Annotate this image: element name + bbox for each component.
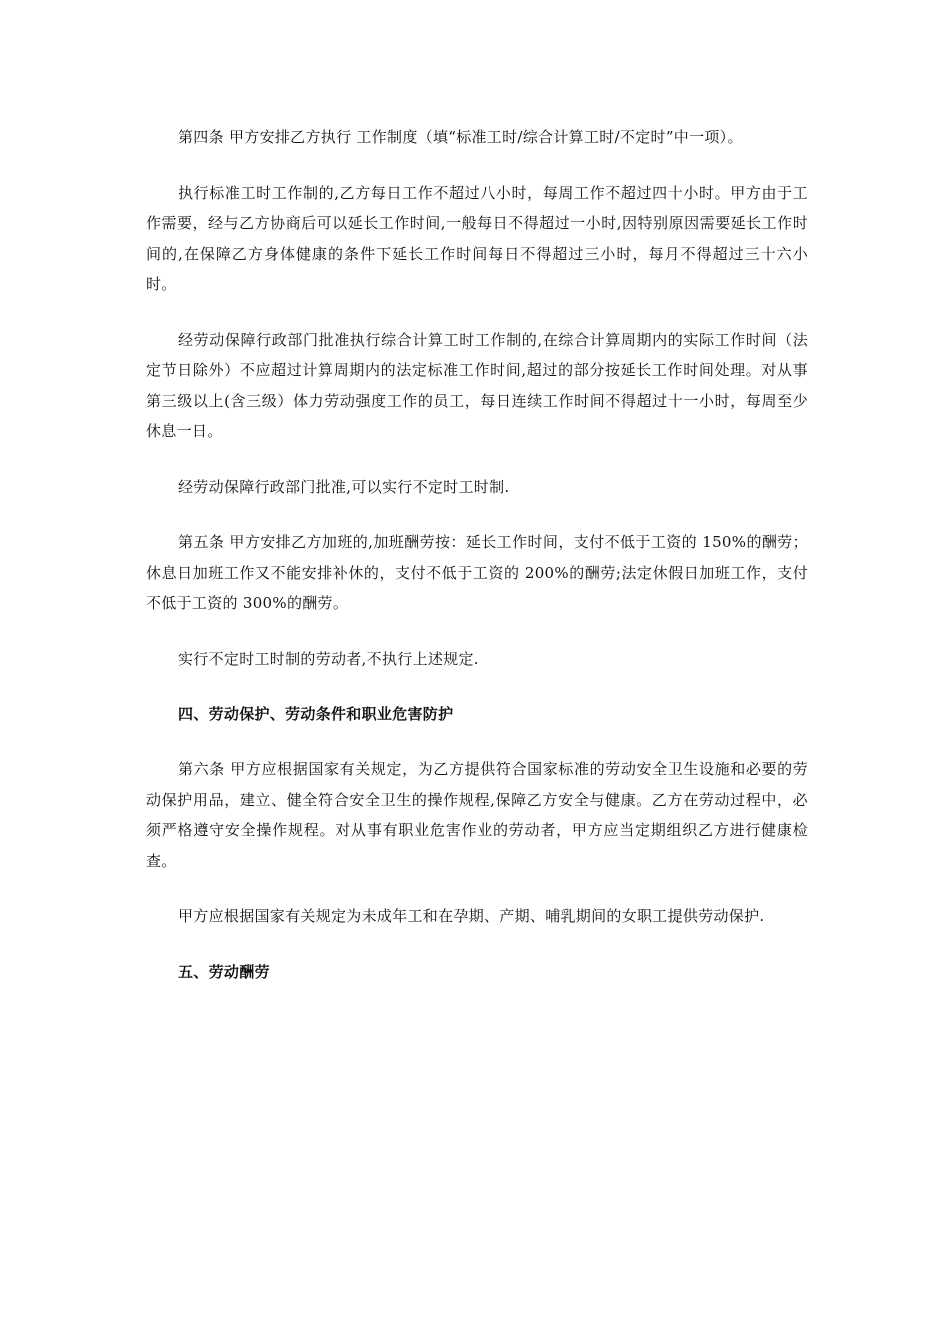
standard-hours-paragraph: 执行标准工时工作制的,乙方每日工作不超过八小时，每周工作不超过四十小时。甲方由于工作需要，经与乙方协商后可以延长工作时间,一般每日不得超过一小时,因特别原因需要延长工作时间的,在保障乙方身体健康的条件下延长工作时间每日不得超过三小时，每月不得超过三十六小时。 <box>146 183 808 293</box>
article-6-paragraph: 第六条 甲方应根据国家有关规定，为乙方提供符合国家标准的劳动安全卫生设施和必要的劳动保护用品，建立、健全符合安全卫生的操作规程,保障乙方安全与健康。乙方在劳动过程中，必须严格遵守安全操作规程。对从事有职业危害作业的劳动者，甲方应当定期组织乙方进行健康检查。 <box>146 760 808 870</box>
section-5-heading: 五、劳动酬劳 <box>178 962 270 981</box>
special-protection-paragraph: 甲方应根据国家有关规定为未成年工和在孕期、产期、哺乳期间的女职工提供劳动保护. <box>178 907 765 925</box>
section-4-heading: 四、劳动保护、劳动条件和职业危害防护 <box>178 705 454 723</box>
article-5-paragraph: 第五条 甲方安排乙方加班的,加班酬劳按：延长工作时间，支付不低于工资的 150%的酬劳；休息日加班工作又不能安排补休的，支付不低于工资的 200%的酬劳;法定休假日加班工作，支付不低于工资的 300%的酬劳。 <box>146 533 808 612</box>
article-4-paragraph: 第四条 甲方安排乙方执行 工作制度（填“标准工时/综合计算工时/不定时”中一项）。 <box>178 128 743 146</box>
flexible-exemption-paragraph: 实行不定时工时制的劳动者,不执行上述规定. <box>178 649 479 668</box>
document-page <box>146 122 808 1012</box>
flexible-hours-paragraph: 经劳动保障行政部门批准,可以实行不定时工时制. <box>178 477 510 496</box>
comprehensive-hours-paragraph: 经劳动保障行政部门批准执行综合计算工时工作制的,在综合计算周期内的实际工作时间（法定节日除外）不应超过计算周期内的法定标准工作时间,超过的部分按延长工作时间处理。对从事第三级以上(含三级）体力劳动强度工作的员工，每日连续工作时间不得超过十一小时，每周至少休息一日。 <box>146 330 808 440</box>
